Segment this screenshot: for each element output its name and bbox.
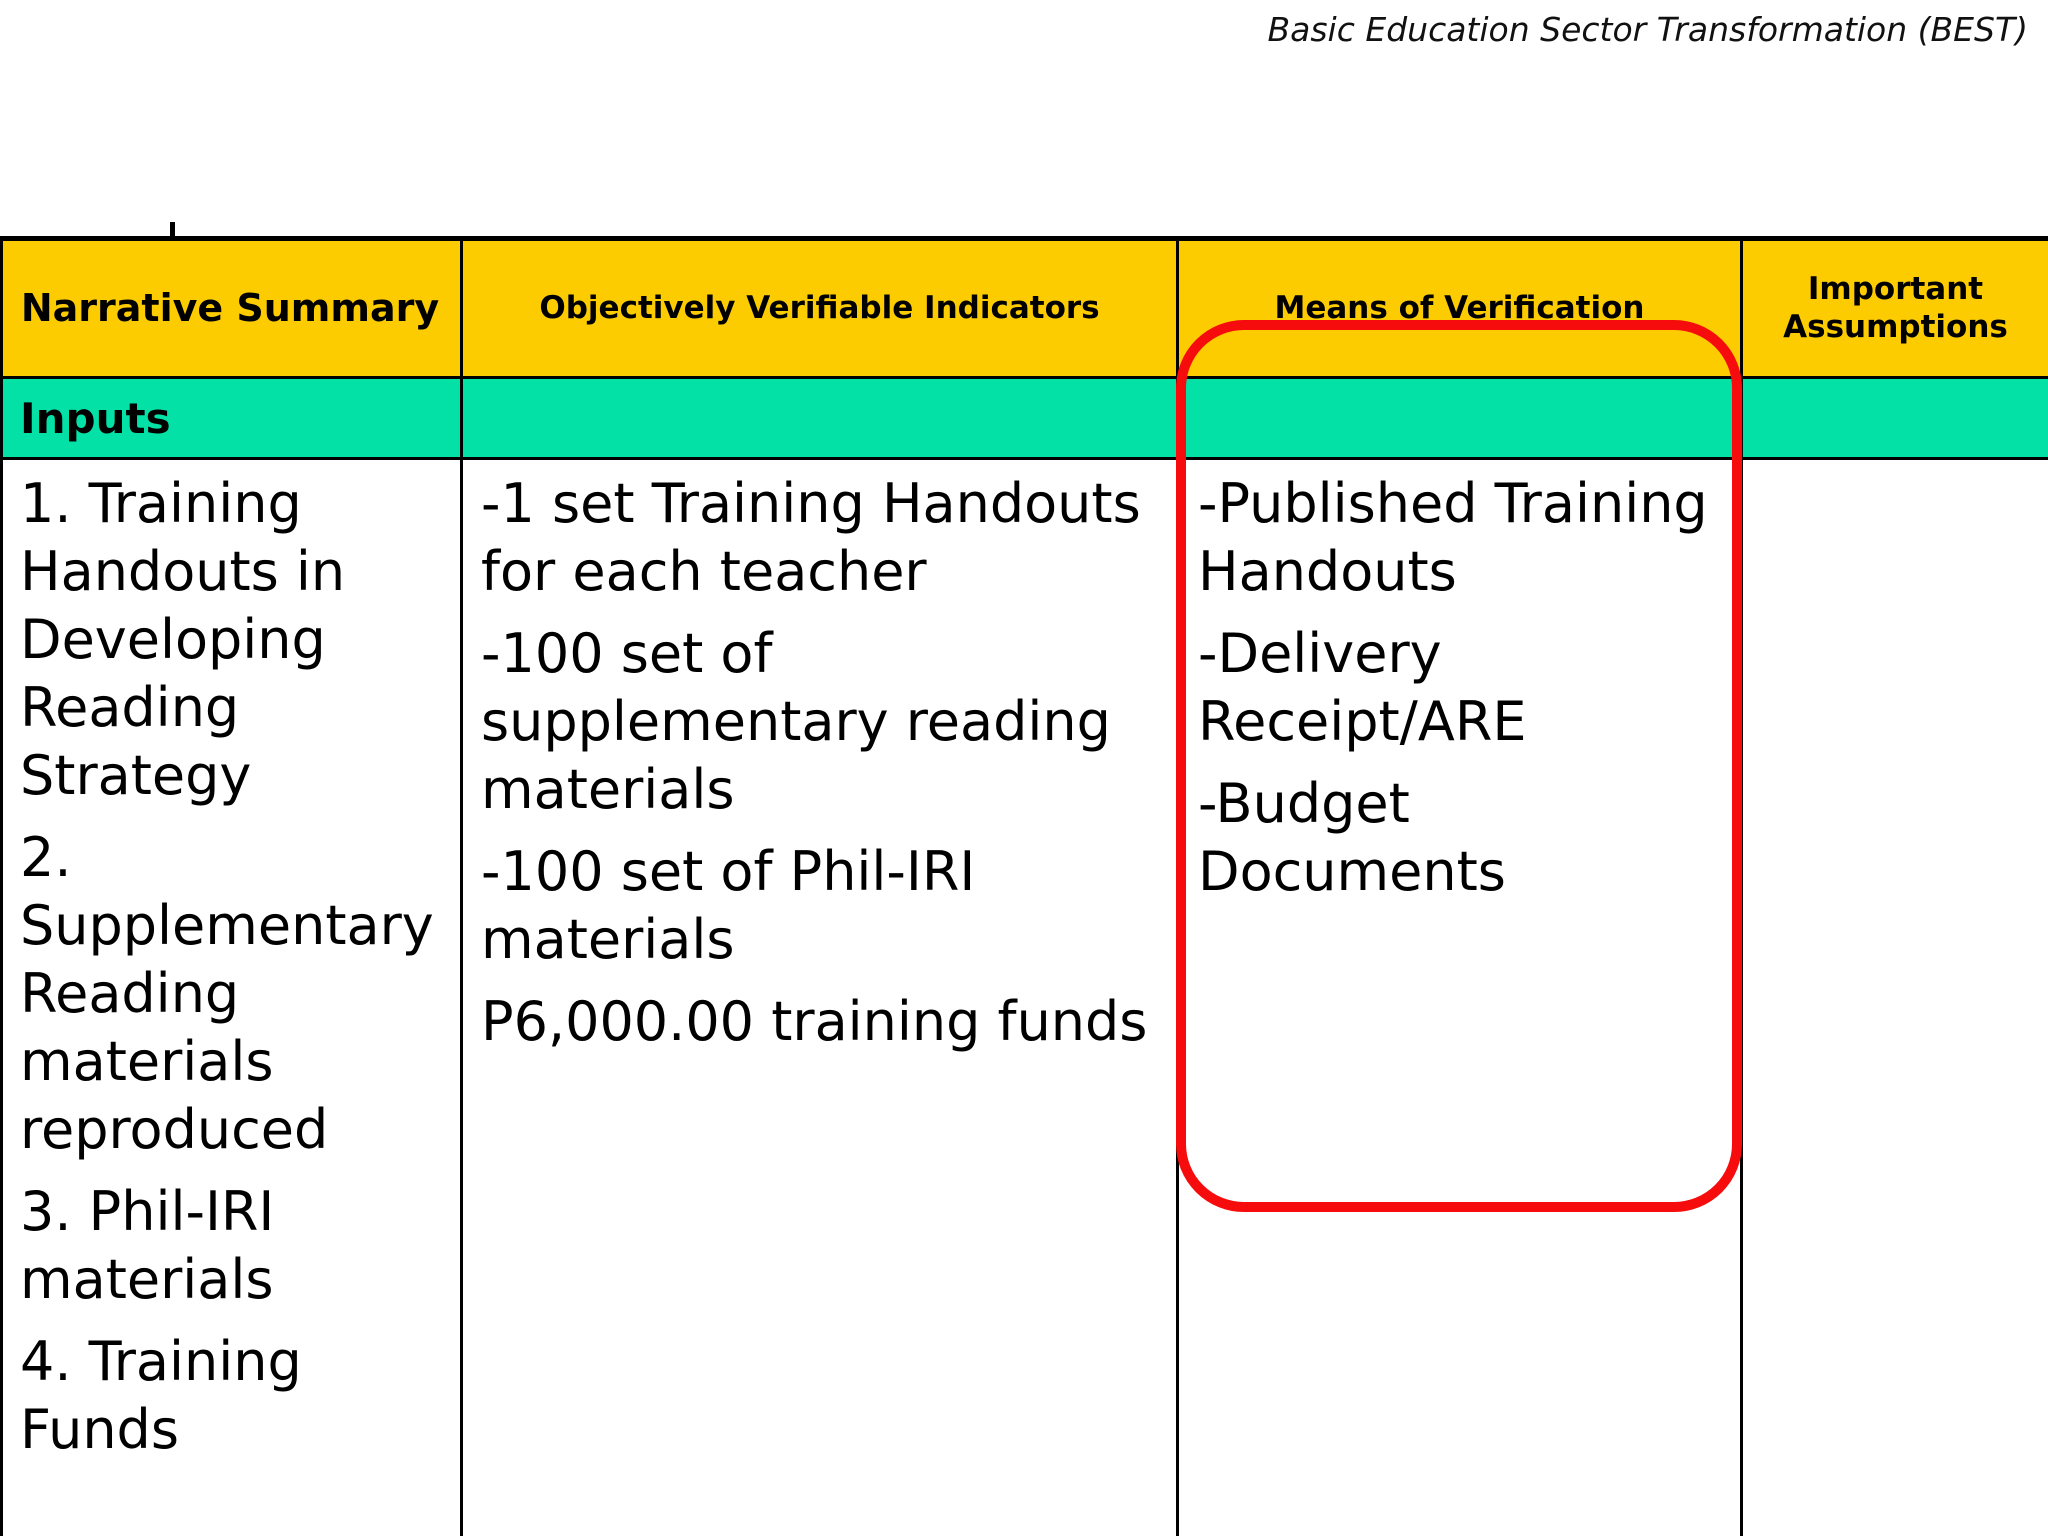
list-item: -1 set Training Handouts for each teacher [481,472,1141,603]
list-item: -Budget Documents [1198,772,1506,903]
column-header-narrative-summary: Narrative Summary [20,285,440,330]
list-item: P6,000.00 training funds [481,990,1148,1053]
column-divider [460,236,463,1536]
list-item: 1. Training Handouts in Developing Reading Strategy [20,472,346,807]
column-header-important-assumptions: Important Assumptions [1783,271,2008,345]
list-item: -Published Training Handouts [1198,472,1708,603]
column-divider [1740,236,1743,1536]
document-title: Basic Education Sector Transformation (BEST) [1267,10,2028,49]
column-header-indicators: Objectively Verifiable Indicators [539,289,1100,326]
list-item: 2. Supplementary Reading materials reproduced [20,826,434,1161]
column-divider [1176,236,1179,1536]
list-item: -100 set of supplementary reading materials [481,622,1111,821]
list-item: -Delivery Receipt/ARE [1198,622,1527,753]
narrative-summary-cell [20,470,445,1478]
indicators-cell [481,470,1171,1070]
list-item: 4. Training Funds [20,1330,302,1461]
list-item: -100 set of Phil-IRI materials [481,840,976,971]
means-of-verification-cell [1198,470,1718,920]
section-label-inputs: Inputs [20,393,171,443]
list-item: 3. Phil-IRI materials [20,1180,275,1311]
column-header-means-of-verification: Means of Verification [1274,289,1645,326]
column-divider [0,236,3,1536]
